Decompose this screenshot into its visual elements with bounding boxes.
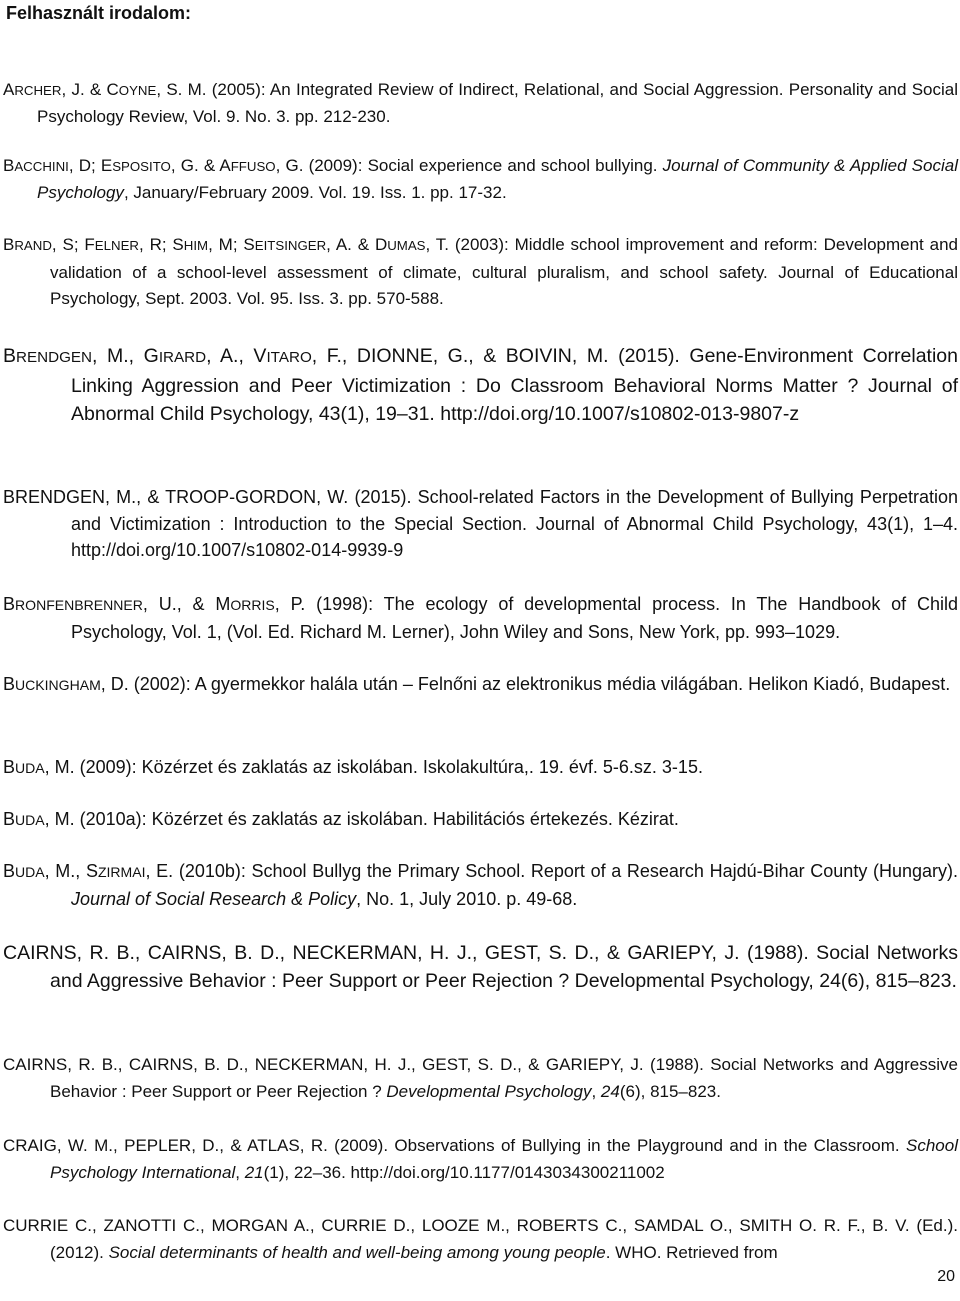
reference-text: UMAS: [387, 238, 426, 253]
reference-text: ,: [235, 1162, 245, 1182]
reference-text: ORRIS: [230, 597, 275, 613]
reference-text: OYNE: [118, 83, 157, 98]
reference-text: , U., & M: [142, 594, 231, 614]
reference-cairns-2: [3, 1052, 958, 1105]
reference-text: BRENDGEN, M., & TROOP-GORDON, W. (2015). School-related Factors in the Development of Bullying Perpetration and Victimization : Introduction to the Special Section. Journal of Abnormal Child Psychology, 43(1), 1–4. http://doi.org/10.1007/s10802-014-9939-9: [3, 487, 958, 560]
reference-text: IRARD: [158, 349, 207, 366]
reference-text: UDA: [15, 864, 45, 880]
reference-text: ZIRMAI: [97, 864, 146, 880]
reference-brendgen-2: [3, 484, 958, 564]
reference-text: , F., DIONNE, G., & BOIVIN, M. (2015). Gene-Environment Correlation Linking Aggression and Peer Victimization : Do Classroom Behavioral Norms Matter ? Journal of Abnormal Child Psychology, 43(1), 19–31. http://doi.org/10.1007/s10802-013-9807-z: [71, 345, 958, 425]
reference-text: Developmental Psychology: [386, 1081, 592, 1101]
reference-text: B: [3, 345, 17, 367]
reference-text: , D. (2002): A gyermekkor halála után – Felnőni az elektronikus média világában. Helikon Kiadó, Budapest.: [100, 674, 951, 694]
reference-text: UDA: [15, 812, 45, 828]
page-number: 20: [937, 1268, 955, 1285]
reference-brand: [3, 232, 958, 313]
reference-text: UCKINGHAM: [15, 677, 101, 693]
reference-text: 24: [600, 1081, 620, 1101]
reference-text: CAIRNS, R. B., CAIRNS, B. D., NECKERMAN, H. J., GEST, S. D., & GARIEPY, J. (1988). Social Networks and Aggressive Behavior : Peer Support or Peer Rejection ? Developmental Psychology, 24(6), 815–823.: [3, 942, 958, 992]
reference-archer: [3, 77, 958, 130]
reference-text: CRAIG, W. M., PEPLER, D., & ATLAS, R. (2009). Observations of Bullying in the Playground and in the Classroom.: [3, 1136, 907, 1155]
reference-text: Social determinants of health and well-being among young people: [108, 1242, 606, 1262]
reference-craig: [3, 1133, 958, 1186]
reference-text: , S. M. (2005): An Integrated Review of Indirect, Relational, and Social Aggression. Personality and Social Psychology Review, Vol. 9. No. 3. pp. 212-230.: [37, 80, 958, 126]
reference-text: (1), 22–36. http://doi.org/10.1177/0143034300211002: [263, 1162, 665, 1182]
reference-text: , M., S: [44, 861, 98, 881]
reference-text: , M., G: [92, 345, 159, 367]
reference-text: , A. & D: [326, 235, 388, 254]
reference-text: , E. (2010b): School Bullyg the Primary School. Report of a Research Hajdú-Bihar County (Hungary).: [145, 861, 958, 881]
reference-text: Journal of Community & Applied Social Psychology: [37, 156, 958, 202]
reference-text: . WHO. Retrieved from: [605, 1242, 778, 1262]
reference-text: , M. (2009): Közérzet és zaklatás az iskolában. Iskolakultúra,. 19. évf. 5-6.sz. 3-15.: [44, 757, 703, 777]
reference-text: , D; E: [68, 156, 113, 175]
reference-text: B: [3, 674, 16, 694]
reference-text: , R; S: [138, 235, 184, 254]
reference-text: CAIRNS, R. B., CAIRNS, B. D., NECKERMAN, H. J., GEST, S. D., & GARIEPY, J. (1988). Social Networks and Aggressive Behavior : Peer Support or Peer Rejection ?: [3, 1055, 958, 1101]
reference-text: SPOSITO: [112, 159, 171, 174]
reference-buda-2010a: [3, 806, 958, 834]
reference-text: , G. & A: [170, 156, 231, 175]
reference-text: RONFENBRENNER: [15, 597, 143, 613]
reference-cairns-1: [3, 940, 958, 995]
reference-currie: [3, 1213, 958, 1266]
reference-text: HIM: [183, 238, 209, 253]
reference-brendgen-1: [3, 342, 958, 428]
reference-text: B: [3, 809, 16, 829]
reference-text: ACCHINI: [14, 159, 69, 174]
reference-text: B: [3, 156, 15, 175]
reference-text: ,: [591, 1081, 601, 1101]
reference-text: UDA: [15, 760, 45, 776]
reference-text: , J. & C: [61, 80, 119, 99]
reference-text: ELNER: [94, 238, 139, 253]
reference-text: , S; F: [51, 235, 95, 254]
reference-text: EITSINGER: [254, 238, 327, 253]
reference-text: , P. (1998): The ecology of developmental process. In The Handbook of Child Psychology, Vol. 1, (Vol. Ed. Richard M. Lerner), John Wiley and Sons, New York, pp. 993–1029.: [71, 594, 958, 642]
reference-text: B: [3, 235, 15, 254]
reference-text: , G. (2009): Social experience and school bullying.: [275, 156, 663, 175]
reference-buda-2010b: [3, 858, 958, 912]
reference-text: ITARO: [266, 349, 312, 366]
reference-text: B: [3, 861, 16, 881]
reference-text: CURRIE C., ZANOTTI C., MORGAN A., CURRIE D., LOOZE M., ROBERTS C., SAMDAL O., SMITH O. R. F., B. V. (Ed.). (2012).: [3, 1216, 958, 1262]
reference-buda-2009: [3, 754, 958, 782]
reference-text: , M; S: [208, 235, 255, 254]
reference-buckingham: [3, 671, 958, 699]
page-heading: Felhasznált irodalom:: [6, 3, 192, 23]
reference-bronfenbrenner: [3, 591, 958, 645]
reference-text: B: [3, 594, 16, 614]
reference-text: , M. (2010a): Közérzet és zaklatás az iskolában. Habilitációs értekezés. Kézirat.: [44, 809, 679, 829]
reference-text: Journal of Social Research & Policy: [71, 888, 357, 909]
reference-text: 21: [244, 1162, 264, 1182]
reference-text: , T. (2003): Middle school improvement and reform: Development and validation of a school-level assessment of climate, cultural pluralism, and school safety. Journal of Educational Psychology, Sept. 2003. Vol. 95. Iss. 3. pp. 570-588.: [50, 235, 958, 308]
reference-text: RAND: [14, 238, 52, 253]
reference-text: (6), 815–823.: [619, 1081, 721, 1101]
reference-text: , A., V: [206, 345, 267, 367]
reference-text: A: [3, 80, 15, 99]
reference-text: , January/February 2009. Vol. 19. Iss. 1. pp. 17-32.: [123, 183, 507, 202]
reference-text: RCHER: [14, 83, 62, 98]
reference-bacchini: [3, 153, 958, 206]
reference-text: School Psychology International: [50, 1136, 958, 1182]
reference-text: B: [3, 757, 16, 777]
reference-text: RENDGEN: [16, 349, 93, 366]
reference-text: FFUSO: [230, 159, 276, 174]
reference-text: , No. 1, July 2010. p. 49-68.: [356, 888, 578, 909]
